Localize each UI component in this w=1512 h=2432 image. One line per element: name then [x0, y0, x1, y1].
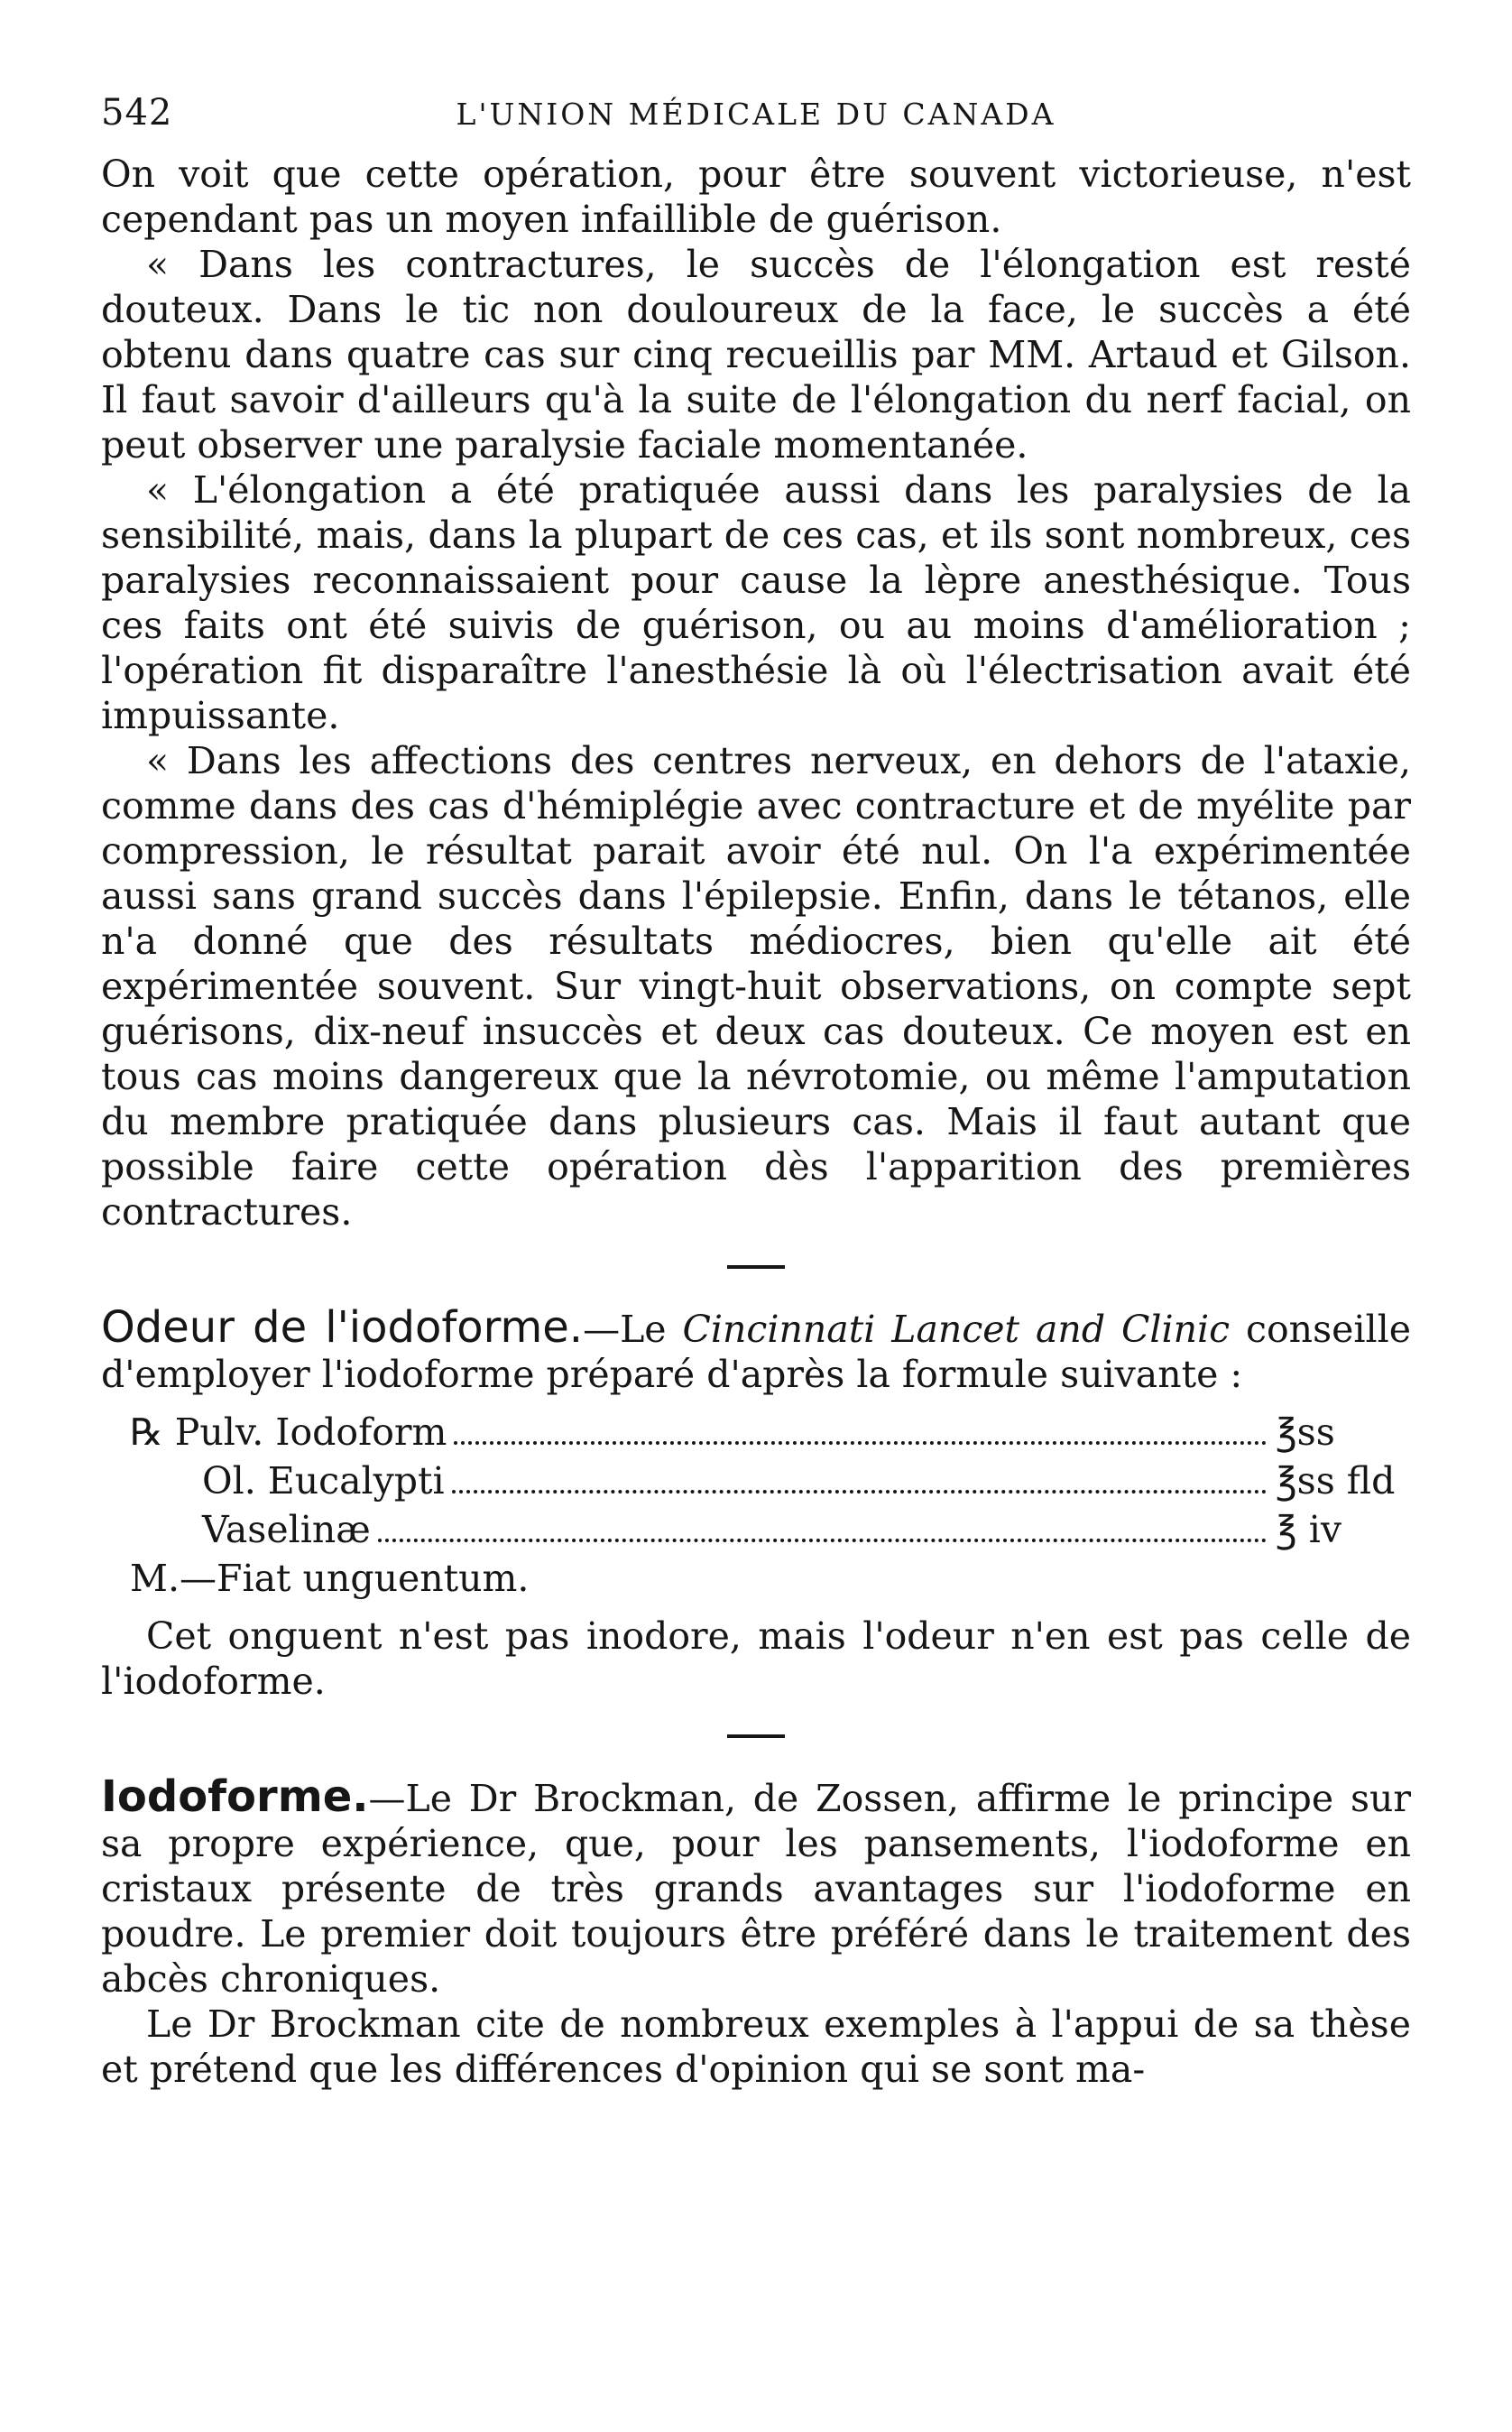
- paragraph: « L'élongation a été pratiquée aussi dans les paralysies de la sensibilité, mais, dans la plupart de ces cas, et ils sont nombreux, ces paralysies reconnaissaient pour cause la lèpre anesthésique. Tous ces faits ont été suivis de guérison, ou au moins d'amélioration ; l'opération fit disparaître l'anesthésie là où l'électrisation avait été impuissante.: [101, 468, 1411, 737]
- prescription-line: [101, 1410, 1411, 1458]
- article-iodoforme: [101, 1771, 1411, 2092]
- leader-dots: [454, 1441, 1267, 1445]
- paragraph: Le Dr Brockman cite de nombreux exemples à l'appui de sa thèse et prétend que les différences d'opinion qui se sont ma-: [101, 2002, 1411, 2091]
- document-page: [101, 90, 1411, 2092]
- article-elongation: [101, 152, 1411, 1234]
- prescription-instruction: M.—Fiat unguentum.: [130, 1557, 530, 1600]
- quantity: ℥ss fld: [1276, 1459, 1396, 1503]
- ingredient: Vaselinæ: [202, 1508, 371, 1551]
- intro-text: conseille d'employer l'iodoforme préparé d'après la formule suivante :: [101, 1308, 1411, 1396]
- paragraph: « Dans les contractures, le succès de l'élongation est resté douteux. Dans le tic non douloureux de la face, le succès a été obtenu dans quatre cas sur cinq recueillis par MM. Artaud et Gilson. Il faut savoir d'ailleurs qu'à la suite de l'élongation du nerf facial, on peut observer une paralysie faciale momentanée.: [101, 243, 1411, 467]
- paragraph: Cet onguent n'est pas inodore, mais l'odeur n'en est pas celle de l'iodoforme.: [101, 1614, 1411, 1703]
- paragraph: [101, 1771, 1411, 2002]
- heading-dash: —: [368, 1777, 406, 1820]
- lead-text: Le: [620, 1308, 683, 1351]
- body-text: Le Dr Brockman, de Zossen, affirme le principe sur sa propre expérience, que, pour les pansements, l'iodoforme en cristaux présente de très grands avantages sur l'iodoforme en poudre. Le premier doit toujours être préféré dans le traitement des abcès chroniques.: [101, 1777, 1411, 2001]
- leader-dots: [452, 1490, 1267, 1493]
- paragraph: [101, 1302, 1411, 1397]
- paragraph: On voit que cette opération, pour être souvent victorieuse, n'est cependant pas un moyen infaillible de guérison.: [101, 153, 1411, 241]
- prescription-line: [101, 1458, 1411, 1507]
- section-divider: [727, 1265, 785, 1269]
- quantity: ℥ss: [1276, 1410, 1335, 1454]
- running-title: L'UNION MÉDICALE DU CANADA: [456, 97, 1056, 132]
- ingredient: Ol. Eucalypti: [202, 1459, 445, 1503]
- article-odeur-iodoforme: [101, 1302, 1411, 1704]
- prescription-line: [101, 1507, 1411, 1556]
- quantity: ℥ iv: [1276, 1508, 1341, 1551]
- paragraph: « Dans les affections des centres nerveux, en dehors de l'ataxie, comme dans des cas d'hémiplégie avec contracture et de myélite par compression, le résultat parait avoir été nul. On l'a expérimentée aussi sans grand succès dans l'épilepsie. Enfin, dans le tétanos, elle n'a donné que des résultats médiocres, bien qu'elle ait été expérimentée souvent. Sur vingt-huit observations, on compte sept guérisons, dix-neuf insuccès et deux cas douteux. Ce moyen est en tous cas moins dangereux que la névrotomie, ou même l'amputation du membre pratiquée dans plusieurs cas. Mais il faut autant que possible faire cette opération dès l'apparition des premières contractures.: [101, 739, 1411, 1234]
- section-heading: Iodoforme.: [101, 1771, 369, 1822]
- ingredient: ℞ Pulv. Iodoform: [130, 1410, 447, 1454]
- prescription: [101, 1410, 1411, 1604]
- section-divider: [727, 1734, 785, 1738]
- journal-name: Cincinnati Lancet and Clinic: [682, 1308, 1231, 1351]
- page-number: 542: [101, 92, 173, 134]
- page-header: [101, 90, 1411, 144]
- leader-dots: [378, 1539, 1267, 1542]
- section-heading: Odeur de l'iodoforme.: [101, 1302, 584, 1353]
- heading-dash: —: [583, 1308, 621, 1351]
